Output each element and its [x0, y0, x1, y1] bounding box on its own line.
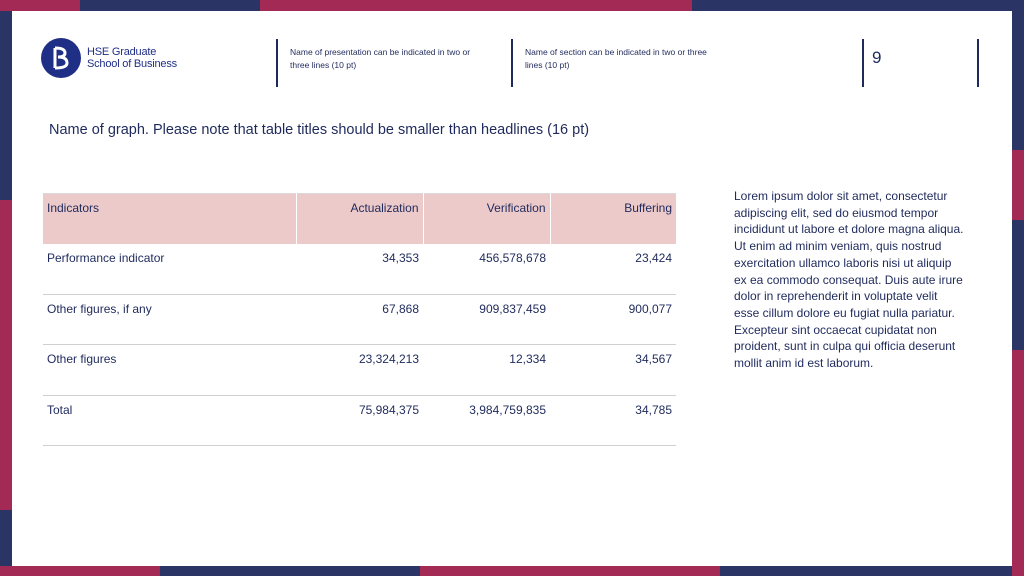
table-cell: Performance indicator: [43, 244, 296, 294]
table-cell: 34,567: [550, 345, 676, 395]
data-table: [43, 193, 676, 446]
table-cell: Other figures, if any: [43, 294, 296, 344]
table-cell: 900,077: [550, 294, 676, 344]
table-row: [43, 345, 676, 395]
graph-title: Name of graph. Please note that table titles should be smaller than headlines (16 pt): [49, 122, 590, 138]
frame-left-crimson: [0, 200, 12, 510]
header-divider-1: [276, 39, 278, 87]
frame-bottom-crimson: [0, 566, 160, 576]
table-cell: 23,424: [550, 244, 676, 294]
header-buffering: Buffering: [550, 194, 676, 244]
table-cell: 12,334: [423, 345, 550, 395]
table-cell: 23,324,213: [296, 345, 423, 395]
header-actualization: Actualization: [296, 194, 423, 244]
table-cell: Total: [43, 395, 296, 445]
header-verification: Verification: [423, 194, 550, 244]
hse-logo-icon: [41, 38, 81, 78]
table-cell: 34,353: [296, 244, 423, 294]
table-cell: Other figures: [43, 345, 296, 395]
logo-text: [87, 46, 177, 70]
header-divider-4: [977, 39, 979, 87]
frame-top-crimson-mid: [260, 0, 692, 11]
slide: [12, 11, 1012, 566]
frame-right-crimson-2: [1012, 350, 1024, 576]
frame-right-crimson: [1012, 150, 1024, 220]
frame-top-crimson-left: [0, 0, 80, 11]
page-number: 9: [872, 48, 882, 67]
table-row-total: [43, 395, 676, 445]
table-cell: 909,837,459: [423, 294, 550, 344]
logo-line-2: School of Business: [87, 58, 177, 70]
frame-bottom-crimson-2: [420, 566, 720, 576]
table-cell: 75,984,375: [296, 395, 423, 445]
section-name: Name of section can be indicated in two or three lines (10 pt): [525, 47, 707, 70]
table-row: [43, 294, 676, 344]
logo-line-1: HSE Graduate: [87, 46, 157, 58]
header-indicators: Indicators: [43, 194, 296, 244]
hse-logo: [41, 38, 177, 78]
table-cell: 34,785: [550, 395, 676, 445]
header-divider-3: [862, 39, 864, 87]
body-text: Lorem ipsum dolor sit amet, consectetur adipiscing elit, sed do eiusmod tempor incididunt ut labore et dolore magna aliqua. Ut enim ad minim veniam, quis nostrud exercitation ullamco laboris nisi ut aliquip ex ea commodo consequat. Duis aute irure dolor in reprehenderit in voluptate velit esse cillum dolore eu fugiat nulla pariatur. Excepteur sint occaecat cupidatat non proident, sunt in culpa qui officia deserunt mollit anim id est laborum.: [734, 189, 964, 371]
header-divider-2: [511, 39, 513, 87]
presentation-name: Name of presentation can be indicated in two or three lines (10 pt): [290, 47, 471, 70]
table-header-row: [43, 194, 676, 244]
table-cell: 3,984,759,835: [423, 395, 550, 445]
table-cell: 456,578,678: [423, 244, 550, 294]
table-cell: 67,868: [296, 294, 423, 344]
table-row: [43, 244, 676, 294]
